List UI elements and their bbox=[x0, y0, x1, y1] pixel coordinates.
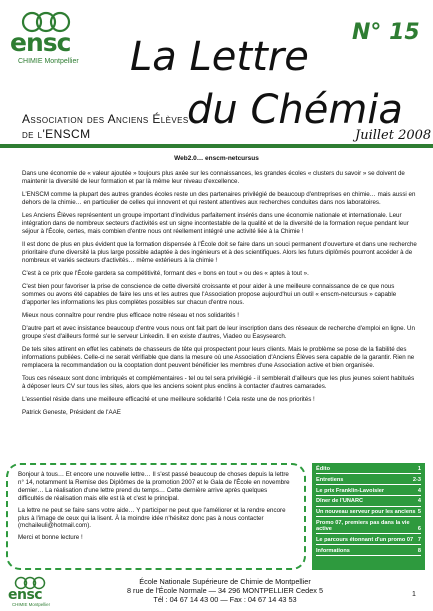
toc-item-label: Dîner de l'UNARC bbox=[316, 498, 364, 505]
article-paragraph: L'ENSCM comme la plupart des autres grandes écoles reste un des partenaires privilégié de beaucoup d'entreprises en chimie… mais aussi en dehors de la chimie… en particulier de celles qui innovent et qui restent attentives aux recherches conduites dans nos laboratoires. bbox=[22, 190, 416, 207]
toc-item[interactable] bbox=[316, 476, 421, 485]
article-paragraph: Il est donc de plus en plus évident que la formation dispensée à l'École doit se faire dans un souci permanent d'ouverture et dans une recherche prioritaire d'une diversité la plus large possible adaptée à des ingénieurs et à des scientifiques. Alors les futurs diplômés pourront accéder à de nombreux et variés secteurs d'activités… même extérieurs à la chimie ! bbox=[22, 241, 417, 265]
footer-school-name: École Nationale Supérieure de Chimie de Montpellier bbox=[139, 577, 311, 586]
toc-item[interactable] bbox=[316, 508, 421, 517]
article-title: Web2.0… enscm-netcursus bbox=[174, 155, 259, 162]
enscm-logo bbox=[10, 10, 102, 72]
association-name-line2: de l'ENSCM bbox=[22, 127, 91, 141]
header-divider bbox=[0, 144, 433, 148]
toc-item[interactable] bbox=[316, 519, 421, 534]
toc-item[interactable] bbox=[316, 465, 421, 474]
toc-item[interactable] bbox=[316, 536, 421, 545]
toc-item-page: 1 bbox=[417, 466, 421, 472]
toc-item-page: 2-3 bbox=[412, 476, 421, 483]
toc-item-page: 5 bbox=[417, 509, 421, 516]
toc-item-page: 4 bbox=[417, 487, 421, 494]
toc-item-page: 4 bbox=[417, 498, 421, 505]
article-signature: Patrick Geneste, Président de l'AAE bbox=[22, 408, 121, 416]
article-paragraph: D'autre part et avec insistance beaucoup d'entre vous nous ont fait part de leur inscription dans des réseaux de recherche d'emploi en ligne. Un groupe s'est d'ailleurs formé sur le serveur Linkedin. Il en existe d'autres, Viadeo ou Easysearch. bbox=[22, 324, 415, 340]
footer-street: 8 rue de l'École Normale — 34 296 MONTPELLIER Cedex 5 bbox=[126, 586, 324, 595]
toc-item-page: 7 bbox=[417, 536, 421, 543]
toc-item-label: Édito bbox=[316, 466, 330, 472]
association-name: Association des Anciens Élèves bbox=[22, 112, 189, 126]
footer-address bbox=[75, 577, 375, 604]
toc-item[interactable] bbox=[316, 497, 421, 506]
page-number: 1 bbox=[412, 591, 416, 598]
article-paragraph: Mieux nous connaître pour rendre plus efficace notre réseau et nos solidarités ! bbox=[22, 312, 239, 319]
logo-wordmark: ensc bbox=[10, 28, 71, 57]
article-paragraph: C'est bien pour favoriser la prise de conscience de cette diversité croissante et pour aider à une meilleure connaissance de ce que nous sommes ou avons été capables de faire les uns et les autres que l'Association propose aujourd'hui un outil « enscm-netcursus » capable d'apporter les informations les plus complètes possibles sur chacun d'entre nous. bbox=[22, 282, 397, 307]
toc-item-page: 6 bbox=[417, 526, 421, 533]
footer-phone-fax: Tél : 04 67 14 43 00 — Fax : 04 67 14 43 53 bbox=[153, 595, 297, 604]
newsletter-title-line2: du Chémia bbox=[187, 87, 403, 133]
toc-item[interactable] bbox=[316, 487, 421, 496]
article-paragraph: De tels sites attirent en effet les cabinets de chasseurs de tête qui prospectent pour leurs clients. Mais le problème se pose de la fiabilité des informations publiées. Celle-ci ne serait vérifiable que dans la mesure où une Association d'Anciens Élèves sera capable de la garantir. Rien ne remplacera la recommandation ou la cooptation dont peuvent bénéficier les membres d'une Association active et bien organisée. bbox=[22, 345, 415, 370]
message-paragraph: Bonjour à tous… Et encore une nouvelle lettre… Il s'est passé beaucoup de choses depuis la lettre n° 14, notamment la Remise des Diplômes de la promotion 2007 et le Gala de l'École en novembre dernier… La réalisation d'une lettre prend du temps… Cette dernière arrive après quelques difficultés de réalisation mais elle est là et c'est le principal. bbox=[18, 471, 290, 502]
message-paragraph: Merci et bonne lecture ! bbox=[18, 534, 83, 542]
toc-item-label: Le prix Franklin-Lavoisier bbox=[316, 487, 385, 494]
footer-logo-wordmark: ensc bbox=[8, 587, 43, 603]
toc-item[interactable] bbox=[316, 547, 421, 556]
toc-item-label: Un nouveau serveur pour les anciens bbox=[316, 509, 416, 516]
editorial-article bbox=[22, 170, 419, 422]
issue-date: Juillet 2008 bbox=[355, 128, 432, 143]
toc-item-label: Le parcours étonnant d'un promo 07 bbox=[316, 536, 414, 543]
message-paragraph: La lettre ne peut se faire sans votre aide… Y participer ne peut que l'améliorer et la rendre encore plus à l'image de ceux qui la lisent. À la moindre idée n'hésitez donc pas à nous contacter (mchaileuli@hotmail.com). bbox=[18, 506, 286, 530]
article-paragraph: C'est à ce prix que l'École gardera sa compétitivité, formant des « bons en tout » ou des « aptes à tout ». bbox=[22, 270, 309, 278]
article-paragraph: Les Anciens Élèves représentent un groupe important d'individus parfaitement insérés dans une économie nationale et internationale. Leur intégration dans de nombreux secteurs d'activités est un signe incontestable de la qualité et de la diversité de la formation reçue pendant leur séjour à l'École, certes, mais combien d'entre nous ont réellement intégré une activité liée à la Chimie ! bbox=[22, 211, 409, 236]
newsletter-title-line1: La Lettre bbox=[130, 34, 309, 80]
logo-subtitle: CHIMIE Montpellier bbox=[18, 58, 79, 65]
issue-number: N° 15 bbox=[352, 20, 420, 45]
toc-item-label: Entretiens bbox=[316, 476, 344, 483]
toc-item-label: Informations bbox=[316, 547, 350, 554]
toc-item-label: Promo 07, premiers pas dans la vie active bbox=[316, 519, 410, 533]
article-paragraph: L'essentiel réside dans une meilleure efficacité et une meilleure solidarité ! Cela reste une de nos priorités ! bbox=[22, 395, 315, 403]
footer-logo-subtitle: CHIMIE Montpellier bbox=[12, 602, 51, 607]
article-paragraph: Dans une économie de « valeur ajoutée » toujours plus axée sur les connaissances, les grandes écoles « clusters du savoir » se doivent de maintenir la diversité de leur formation et par là même leur niveau d'excellence. bbox=[22, 170, 405, 186]
article-paragraph: Tous ces réseaux sont donc imbriqués et complémentaires - tel ou tel sera privilégié - il semblerait d'ailleurs que les plus jeunes soient habitués à déposer leurs CV sur tous les sites, alors que les anciens soient plus enclins à contacter d'autres camarades. bbox=[22, 374, 415, 390]
toc-item-page: 8 bbox=[417, 547, 421, 554]
table-of-contents bbox=[312, 463, 425, 570]
editor-message-box bbox=[6, 463, 306, 570]
footer-logo bbox=[8, 576, 70, 608]
